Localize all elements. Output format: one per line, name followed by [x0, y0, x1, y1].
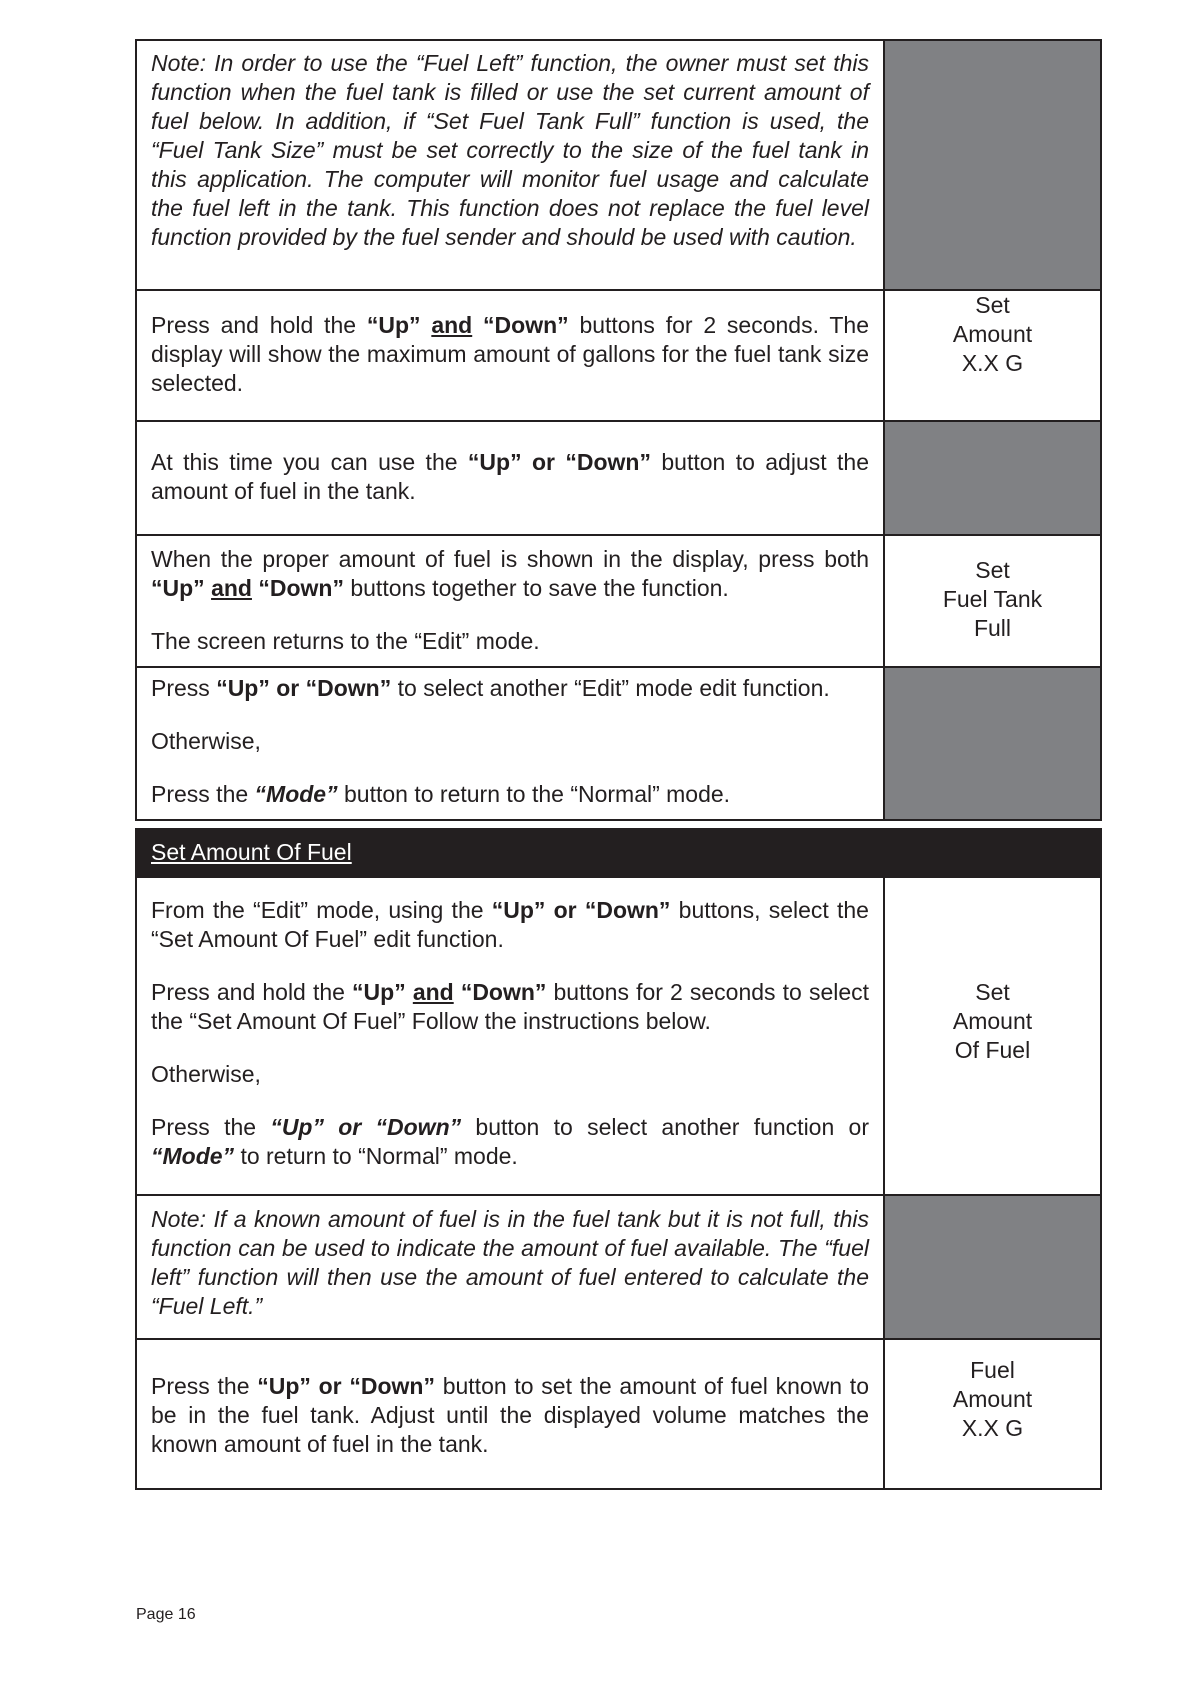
instruction-text: Press and hold the “Up” and “Down” buttons for 2 seconds. The display will show the maximum amount of gallons for the fuel tank size selected. [151, 311, 870, 396]
fuel-left-note: Note: In order to use the “Fuel Left” function, the owner must set this function when the fuel tank is filled or use the set current amount of fuel below. In addition, if “Set Fuel Tank Full” function is used, the “Fuel Tank Size” must be set correctly to the size of the fuel tank in this application. The computer will monitor fuel usage and calculate the fuel left in the tank. This function does not replace the fuel level function provided by the fuel sender and should be used with caution. [151, 50, 869, 250]
instruction-text: Press the “Mode” button to return to the “Normal” mode. [151, 781, 731, 807]
instruction-cell [136, 667, 884, 820]
display-readout: Set Amount X.X G [884, 290, 1101, 421]
section-title: Set Amount Of Fuel [151, 839, 352, 865]
instruction-cell [136, 877, 884, 1195]
instruction-text: Otherwise, [151, 1061, 261, 1087]
display-readout: Fuel Amount X.X G [884, 1339, 1101, 1489]
page-number: Page 16 [136, 1606, 196, 1623]
instruction-cell [136, 290, 884, 421]
table-row [136, 1195, 1101, 1339]
section-header-row [136, 829, 1101, 877]
instruction-cell [136, 535, 884, 667]
display-readout: Set Amount Of Fuel [884, 877, 1101, 1195]
instruction-text: Press the “Up” or “Down” button to select another function or “Mode” to return to “Normal” mode. [151, 1114, 869, 1169]
table-row [136, 535, 1101, 667]
display-cell-empty [884, 421, 1101, 535]
table-row [136, 877, 1101, 1195]
table-row [136, 421, 1101, 535]
table-row [136, 667, 1101, 820]
table-row [136, 1339, 1101, 1489]
display-cell-empty [884, 1195, 1101, 1339]
fuel-amount-note: Note: If a known amount of fuel is in the fuel tank but it is not full, this function can be used to indicate the amount of fuel available. The “fuel left” function will then use the amount of fuel entered to calculate the “Fuel Left.” [151, 1206, 869, 1319]
instruction-text: Press the “Up” or “Down” button to set the amount of fuel known to be in the fuel tank. Adjust until the displayed volume matches the known amount of fuel in the tank. [151, 1373, 869, 1457]
table-row [136, 290, 1101, 421]
display-readout: Set Fuel Tank Full [884, 535, 1101, 667]
instruction-text: From the “Edit” mode, using the “Up” or “Down” buttons, select the “Set Amount Of Fuel” edit function. [151, 897, 869, 952]
instruction-cell [136, 1339, 884, 1489]
instruction-table-set-amount [135, 828, 1102, 1490]
note-cell [136, 1195, 884, 1339]
instruction-text: When the proper amount of fuel is shown in the display, press both “Up” and “Down” buttons together to save the function. [151, 546, 869, 601]
instruction-text: Press and hold the “Up” and “Down” buttons for 2 seconds to select the “Set Amount Of Fuel” Follow the instructions below. [151, 979, 870, 1034]
display-cell-empty [884, 40, 1101, 290]
instruction-text: At this time you can use the “Up” or “Down” button to adjust the amount of fuel in the tank. [151, 448, 869, 504]
instruction-text: The screen returns to the “Edit” mode. [151, 628, 540, 654]
display-cell-empty [884, 667, 1101, 820]
table-row [136, 40, 1101, 290]
note-cell [136, 40, 884, 290]
instruction-cell [136, 421, 884, 535]
instruction-text: Otherwise, [151, 728, 261, 754]
instruction-table-fuel-left [135, 39, 1102, 821]
section-header [136, 829, 1101, 877]
instruction-text: Press “Up” or “Down” to select another “Edit” mode edit function. [151, 675, 830, 701]
